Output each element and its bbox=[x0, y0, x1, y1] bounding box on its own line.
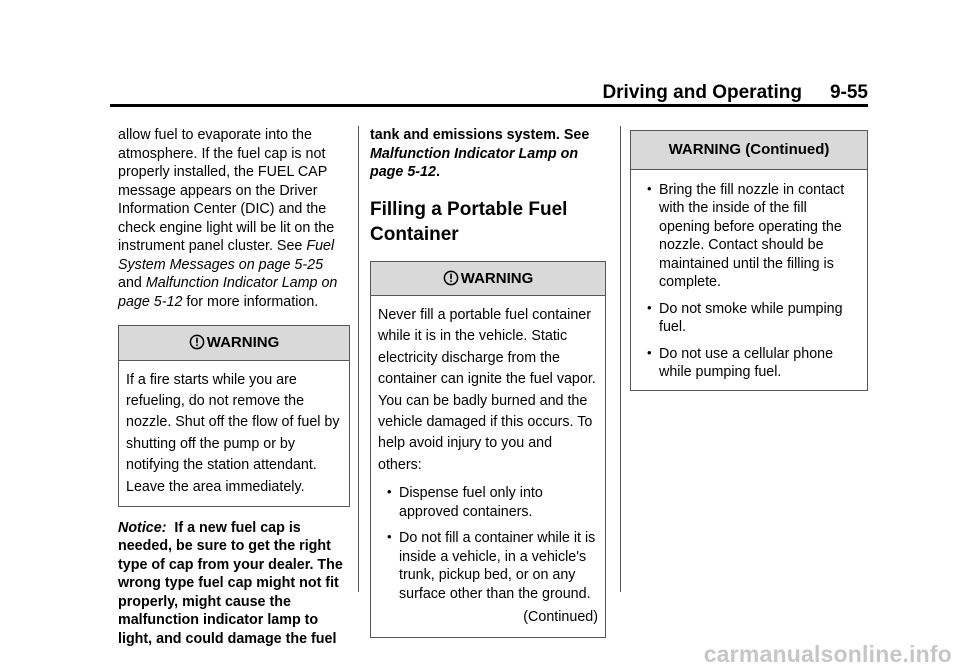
paragraph-text: for more information. bbox=[182, 293, 319, 310]
xref-malfunction-indicator-lamp[interactable]: Malfunction Indicator Lamp on page 5‑12 bbox=[370, 145, 579, 180]
warning-text: If a fire starts while you are refueling, do not remove the nozzle. Shut off the flow of fuel by shutting off the pump or by notifying the station attendant. Leave the area immediately. bbox=[126, 371, 340, 495]
bullet-item: • Do not fill a container while it is inside a vehicle, in a vehicle's trunk, pickup bed, or on any surface other than the ground. bbox=[378, 529, 598, 603]
warning-icon bbox=[443, 270, 459, 286]
column-3 bbox=[630, 130, 868, 403]
paragraph-text: and bbox=[118, 275, 146, 291]
notice-label: Notice: bbox=[118, 519, 167, 536]
warning-box-fire bbox=[118, 325, 350, 507]
warning-box-portable-container bbox=[370, 261, 606, 638]
header-rule bbox=[110, 104, 868, 107]
paragraph-text: tank and emissions system. See bbox=[370, 127, 590, 143]
warning-header bbox=[119, 326, 349, 361]
page-number: 9-55 bbox=[829, 82, 868, 103]
section-title: Driving and Operating bbox=[602, 82, 802, 103]
xref-fuel-system-messages[interactable]: Fuel System Messages on page 5‑25 bbox=[118, 238, 335, 273]
warning-icon bbox=[189, 334, 205, 350]
notice-paragraph bbox=[118, 519, 350, 649]
continued-paragraph bbox=[370, 126, 606, 182]
column-divider bbox=[620, 126, 621, 592]
fuel-cap-paragraph bbox=[118, 126, 350, 311]
section-heading: Filling a Portable Fuel Container bbox=[370, 198, 568, 245]
bullet-item: • Bring the fill nozzle in contact with the inside of the fill opening before operating the nozzle. Contact should be maintained until the filling is complete. bbox=[638, 181, 860, 292]
bullet-item: • Do not smoke while pumping fuel. bbox=[638, 300, 860, 337]
warning-box-continued bbox=[630, 130, 868, 391]
column-1 bbox=[118, 126, 350, 648]
xref-malfunction-indicator-lamp[interactable]: Malfunction Indicator Lamp on page 5‑12 bbox=[118, 275, 338, 310]
paragraph-text: allow fuel to evaporate into the atmosphere. If the fuel cap is not properly installed, the FUEL CAP message appears on the Driver Information Center (DIC) and the check engine light will be lit on the instrument panel cluster. See bbox=[118, 127, 335, 254]
column-2 bbox=[370, 126, 606, 650]
warning-header: WARNING (Continued) bbox=[631, 131, 867, 170]
column-divider bbox=[358, 126, 359, 592]
page-header bbox=[602, 82, 868, 104]
bullet-item: • Dispense fuel only into approved containers. bbox=[378, 484, 598, 521]
bullet-item: • Do not use a cellular phone while pumping fuel. bbox=[638, 345, 860, 382]
continued-label: (Continued) bbox=[523, 609, 598, 626]
warning-header bbox=[371, 262, 605, 297]
warning-body bbox=[371, 296, 605, 637]
paragraph-text: . bbox=[435, 164, 440, 180]
warning-title: WARNING bbox=[460, 269, 534, 287]
warning-text: Never fill a portable fuel container while it is in the vehicle. Static electricity discharge from the container can ignite the fuel vapor. You can be badly burned and the vehicle damaged if this occurs. To help avoid injury to you and others: bbox=[378, 307, 596, 473]
watermark: carmanualsonline.info bbox=[703, 641, 952, 667]
warning-body bbox=[631, 170, 867, 390]
warning-title: WARNING bbox=[206, 334, 280, 351]
notice-text: If a new fuel cap is needed, be sure to get the right type of cap from your dealer. The wrong type fuel cap might not fit properly, might cause the malfunction indicator lamp to light, and could damage the fuel bbox=[118, 519, 343, 647]
